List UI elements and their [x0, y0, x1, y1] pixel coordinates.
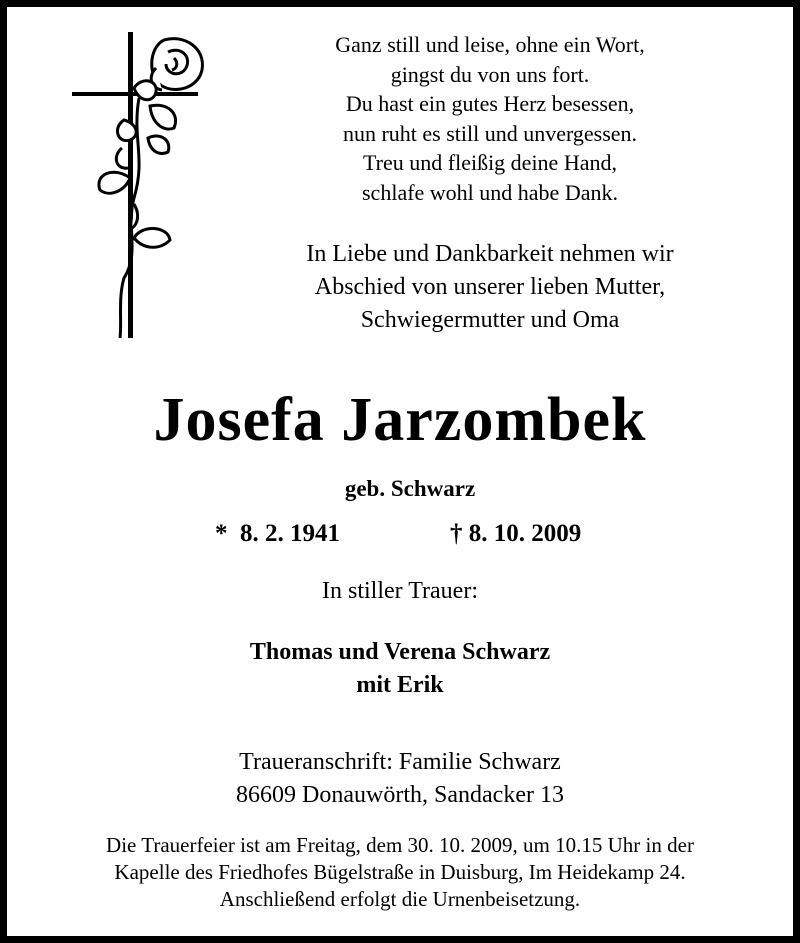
address-line: 86609 Donauwörth, Sandacker 13 — [236, 782, 564, 808]
intro-line: Abschied von unserer lieben Mutter, — [314, 274, 666, 300]
ceremony-line: Die Trauerfeier ist am Freitag, dem 30. 10. 2009, um 10.15 Uhr in der — [106, 833, 694, 857]
poem-line: schlafe wohl und habe Dank. — [362, 179, 618, 205]
ceremony-info — [0, 832, 800, 913]
poem — [260, 30, 720, 207]
poem-line: Treu und fleißig deine Hand, — [363, 150, 617, 175]
ceremony-line: Anschließend erfolgt die Urnenbeisetzung. — [219, 887, 581, 911]
cross-with-rose-icon — [64, 28, 214, 344]
intro-line: In Liebe und Dankbarkeit nehmen wir — [306, 241, 674, 267]
family-line: Thomas und Verena Schwarz — [249, 639, 551, 665]
farewell-intro — [240, 238, 740, 337]
poem-line: Du hast ein gutes Herz besessen, — [345, 91, 635, 116]
address-line: Traueranschrift: Familie Schwarz — [239, 749, 561, 775]
ceremony-line: Kapelle des Friedhofes Bügelstraße in Duisburg, Im Heidekamp 24. — [114, 860, 686, 884]
maiden-name: geb. Schwarz — [344, 476, 476, 501]
deceased-name: Josefa Jarzombek — [153, 386, 647, 454]
family-line: mit Erik — [356, 672, 444, 698]
mourning-address — [0, 746, 800, 812]
death-date: † 8. 10. 2009 — [450, 520, 582, 547]
poem-line: gingst du von uns fort. — [390, 61, 590, 87]
mourning-heading: In stiller Trauer: — [322, 578, 478, 604]
birth-date: * 8. 2. 1941 — [215, 520, 340, 547]
poem-line: Ganz still und leise, ohne ein Wort, — [335, 32, 645, 57]
mourning-family — [0, 636, 800, 702]
poem-line: nun ruht es still und unvergessen. — [342, 120, 638, 146]
intro-line: Schwiegermutter und Oma — [360, 307, 620, 333]
